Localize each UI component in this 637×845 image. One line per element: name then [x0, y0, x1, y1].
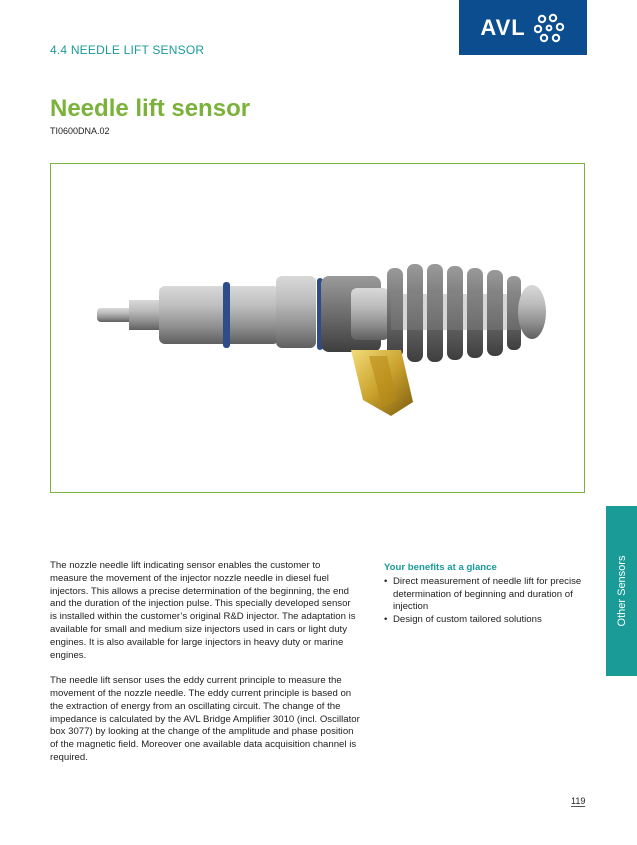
side-tab[interactable]	[606, 506, 637, 676]
benefits-list	[384, 576, 584, 627]
logo-text: AVL	[480, 14, 526, 40]
logo-mark-icon	[534, 13, 566, 43]
fuel-injector-image	[51, 164, 584, 492]
doc-code: TI0600DNA.02	[50, 126, 110, 136]
section-label: 4.4 NEEDLE LIFT SENSOR	[50, 43, 205, 57]
body-paragraph: The needle lift sensor uses the eddy current principle to measure the movement of the nozzle needle. The eddy current principle is based on the extraction of energy from an oscillating circuit. The change of the impedance is calculated by the AVL Bridge Amplifier 3010 (incl. Oscillator box 3077) by looking at the change of the amplitude and phase position of the magnetic field. Moreover one available data acquisition channel is required.	[50, 675, 360, 763]
side-tab-label: Other Sensors	[615, 555, 628, 627]
page-number: 119	[571, 796, 586, 806]
body-text	[50, 560, 360, 778]
product-image-frame	[50, 163, 585, 493]
benefits-box	[384, 562, 584, 627]
page-title: Needle lift sensor	[50, 95, 251, 122]
benefit-item: • Design of custom tailored solutions	[384, 614, 584, 627]
avl-logo	[459, 0, 587, 55]
body-paragraph: The nozzle needle lift indicating sensor enables the customer to measure the movement of the injector nozzle needle in diesel fuel injectors. This allows a precise determination of the beginning, the end and the duration of the injection pulse. This specially developed sensor is installed within the customer’s original R&D injector. The adaptation is available for small and medium size injectors used in cars or light duty engines. It is also available for large injectors in heavy duty or marine engines.	[50, 560, 356, 661]
benefit-item: • Direct measurement of needle lift for precise determination of beginning and duration of injection	[384, 576, 584, 614]
benefits-title: Your benefits at a glance	[384, 562, 497, 573]
